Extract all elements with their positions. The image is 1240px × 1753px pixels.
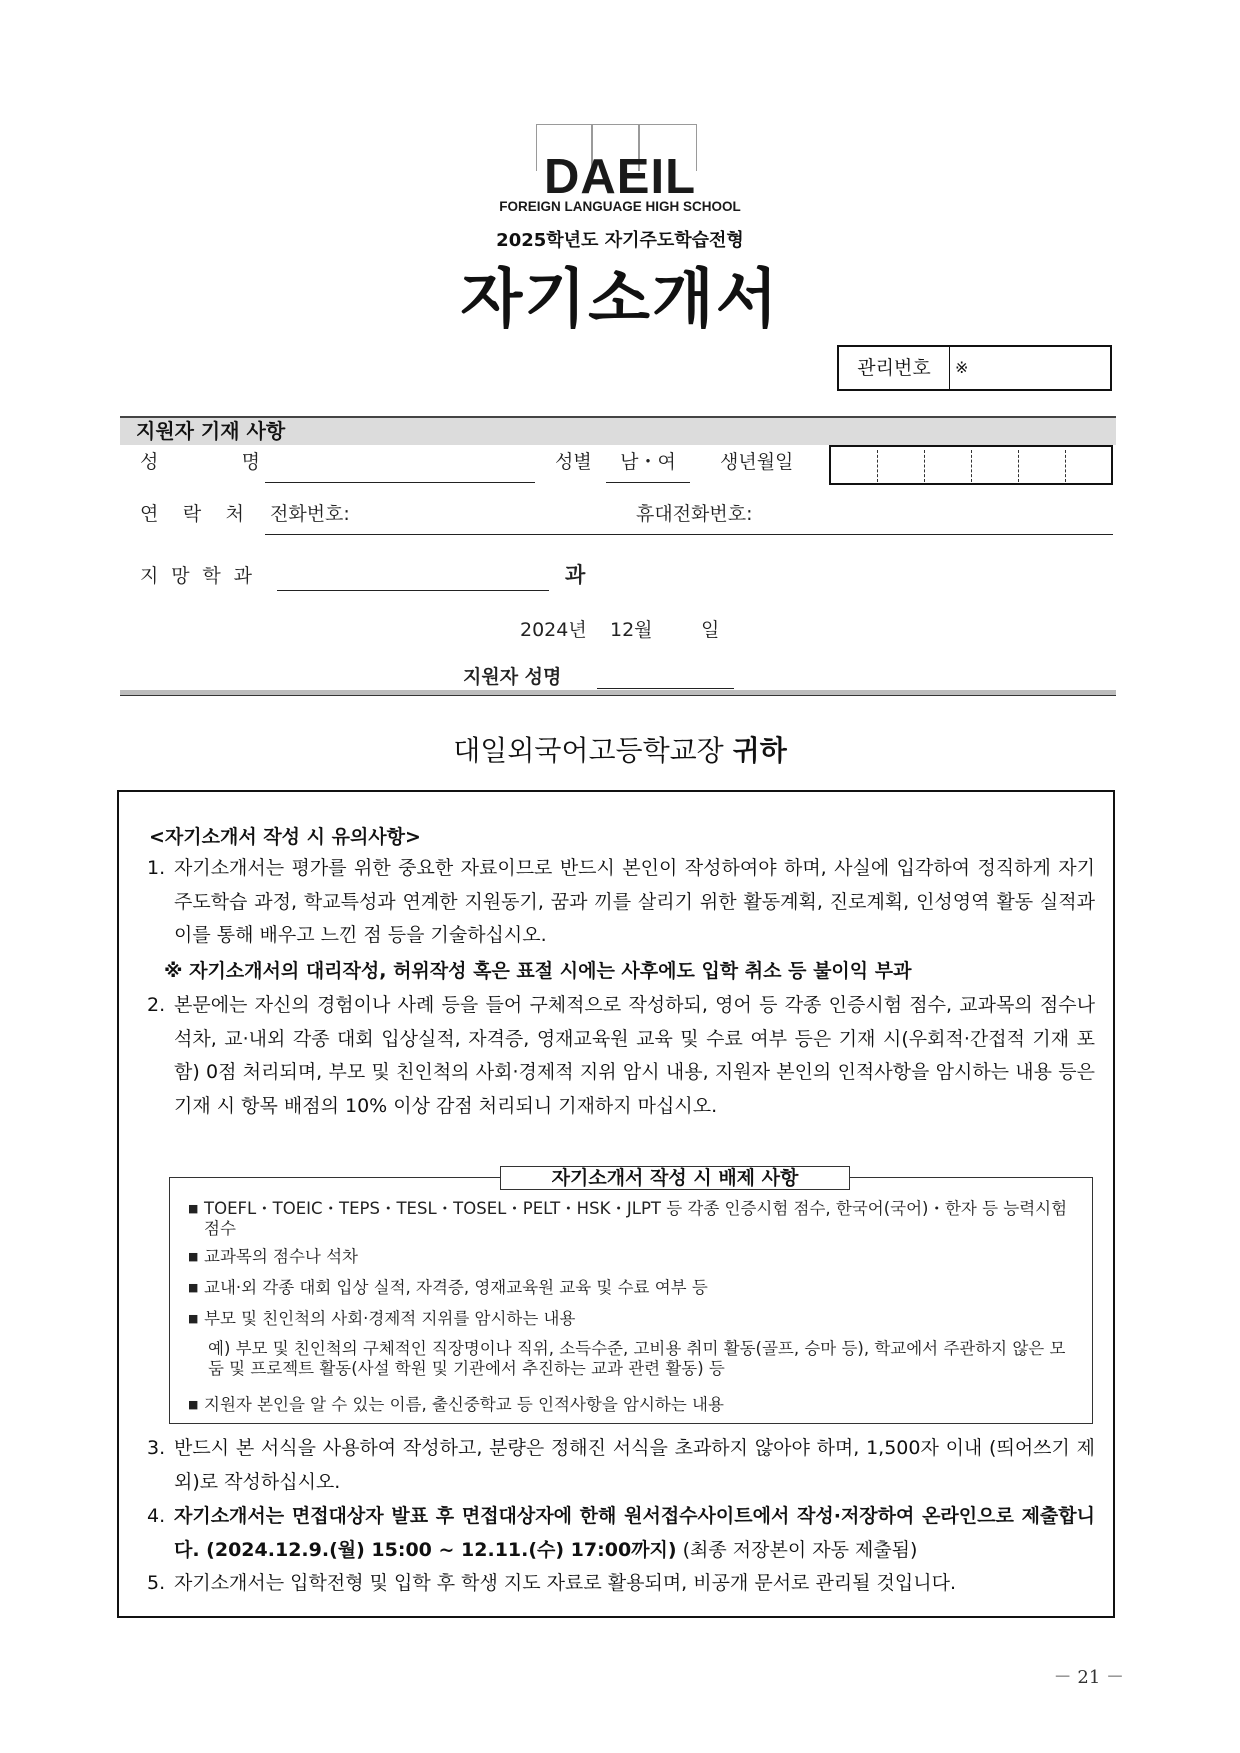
management-number-field[interactable]: ※: [955, 358, 969, 377]
notice-box: [117, 790, 1115, 1618]
contact-label: 연 락 처: [140, 503, 244, 525]
logo-subtitle: FOREIGN LANGUAGE HIGH SCHOOL: [499, 199, 741, 214]
applicant-section-title: 지원자 기재 사항: [136, 419, 286, 443]
birthdate-divider: [1018, 450, 1019, 482]
notice-item-4: [147, 1500, 1095, 1567]
plagiarism-warning: ※ 자기소개서의 대리작성, 허위작성 혹은 표절 시에는 사후에도 입학 취소 등 불이익 부과: [164, 960, 912, 982]
gender-label: 성별: [555, 451, 592, 473]
notice-item-number: 3.: [147, 1437, 166, 1459]
square-bullet-icon: ■: [188, 1312, 199, 1325]
phone-label: 전화번호:: [270, 503, 350, 525]
recipient-line: [300, 733, 940, 769]
exam-title: 2025학년도 자기주도학습전형: [496, 230, 744, 251]
notice-item-number: 5.: [147, 1572, 166, 1594]
department-field[interactable]: [277, 590, 549, 591]
signature-label: 지원자 성명: [463, 666, 562, 688]
notice-item-text: 본문에는 자신의 경험이나 사례 등을 들어 구체적으로 작성하되, 영어 등 각종 인증시험 점수, 교과목의 점수나 석차, 교·내외 각종 대회 입상실적, 자격증, 영재교육원 교육 및 수료 여부 등은 기재 시(우회적·간접적 기재 포함) 0점 처리되며, 부모 및 친인척의 사회·경제적 지위 암시 내용, 지원자 본인의 인적사항을 암시하는 내용 등은 기재 시 항목 배점의 10% 이상 감점 처리되니 기재하지 마십시오.: [174, 994, 1095, 1117]
birthdate-divider: [877, 450, 878, 482]
notice-item-5: [147, 1567, 1095, 1601]
notice-item-text: [174, 1500, 1095, 1567]
department-suffix: 과: [565, 563, 586, 587]
notice-item-text: 반드시 본 서식을 사용하여 작성하고, 분량은 정해진 서식을 초과하지 않아야 하며, 1,500자 이내 (띄어쓰기 제외)로 작성하십시오.: [174, 1437, 1095, 1493]
exclusion-item: ■ 지원자 본인을 알 수 있는 이름, 출신중학교 등 인적사항을 암시하는 내용: [188, 1395, 724, 1414]
date-day[interactable]: 일: [701, 619, 720, 641]
logo-wordmark: DAEIL: [544, 150, 696, 204]
notice-item-1: [147, 852, 1095, 953]
notice-item-text: 자기소개서는 평가를 위한 중요한 자료이므로 반드시 본인이 작성하여야 하며, 사실에 입각하여 정직하게 자기주도학습 과정, 학교특성과 연계한 지원동기, 꿈과 끼를 살리기 위한 활동계획, 진로계획, 인성영역 활동 실적과 이를 통해 배우고 느낀 점 등을 기술하십시오.: [174, 857, 1095, 946]
notice-item-2: [147, 989, 1095, 1123]
exclusion-item: ■ 부모 및 친인척의 사회·경제적 지위를 암시하는 내용: [188, 1309, 576, 1328]
square-bullet-icon: ■: [188, 1398, 199, 1411]
birthdate-divider: [924, 450, 925, 482]
square-bullet-icon: ■: [188, 1281, 199, 1294]
date-month: 12월: [610, 619, 653, 641]
notice-heading: <자기소개서 작성 시 유의사항>: [149, 826, 421, 848]
gender-options[interactable]: 남・여: [620, 451, 676, 473]
recipient-name: 대일외국어고등학교장: [453, 734, 724, 767]
applicant-section-header: [120, 416, 1116, 445]
notice-item-text: 자기소개서는 입학전형 및 입학 후 학생 지도 자료로 활용되며, 비공개 문서로 관리될 것입니다.: [174, 1572, 957, 1594]
name-label: 성 명: [140, 451, 260, 473]
contact-field[interactable]: [265, 534, 1113, 535]
department-label: 지 망 학 과: [140, 565, 252, 587]
gender-underline: [606, 482, 690, 483]
birthdate-divider: [1065, 450, 1066, 482]
birthdate-label: 생년월일: [720, 451, 794, 473]
section-divider: [120, 690, 1116, 696]
notice-item-number: 1.: [147, 857, 166, 879]
signature-field[interactable]: [597, 688, 734, 689]
square-bullet-icon: ■: [188, 1250, 199, 1263]
birthdate-divider: [971, 450, 972, 482]
mobile-label: 휴대전화번호:: [636, 503, 753, 525]
square-bullet-icon: ■: [188, 1202, 199, 1215]
date-year: 2024년: [520, 619, 587, 641]
exclusion-item: ■ TOEFL・TOEIC・TEPS・TESL・TOSEL・PELT・HSK・JLPT 등 각종 인증시험 점수, 한국어(국어)・한자 등 능력시험 점수: [188, 1199, 1068, 1238]
recipient-suffix: 귀하: [732, 734, 787, 767]
notice-item-number: 4.: [147, 1505, 166, 1527]
document-title: 자기소개서: [460, 263, 780, 337]
exclusion-item: ■ 교내·외 각종 대회 입상 실적, 자격증, 영재교육원 교육 및 수료 여부 등: [188, 1278, 708, 1297]
notice-item-number: 2.: [147, 994, 166, 1016]
name-field[interactable]: [265, 482, 535, 483]
submission-notice-note: (최종 저장본이 자동 제출됨): [676, 1538, 918, 1561]
page-number: － 21 －: [1053, 1667, 1124, 1688]
notice-item-3: [147, 1432, 1095, 1499]
birthdate-field[interactable]: [829, 445, 1113, 485]
exclusion-box: [169, 1167, 1093, 1424]
management-number-label: 관리번호: [839, 347, 950, 389]
submission-notice-bold: 자기소개서는 면접대상자 발표 후 면접대상자에 한해 원서접수사이트에서 작성·저장하여 온라인으로 제출합니다. (2024.12.9.(월) 15:00 ~ 12.11.(수) 17:00까지): [174, 1505, 1095, 1561]
exclusion-title: 자기소개서 작성 시 배제 사항: [500, 1166, 850, 1190]
exclusion-example: 예) 부모 및 친인척의 구체적인 직장명이나 직위, 소득수준, 고비용 취미 활동(골프, 승마 등), 학교에서 주관하지 않은 모둠 및 프로젝트 활동(사설 학원 및 기관에서 추진하는 교과 관련 활동) 등: [208, 1339, 1066, 1378]
management-number-box: [837, 345, 1112, 391]
exclusion-item: ■ 교과목의 점수나 석차: [188, 1247, 358, 1266]
